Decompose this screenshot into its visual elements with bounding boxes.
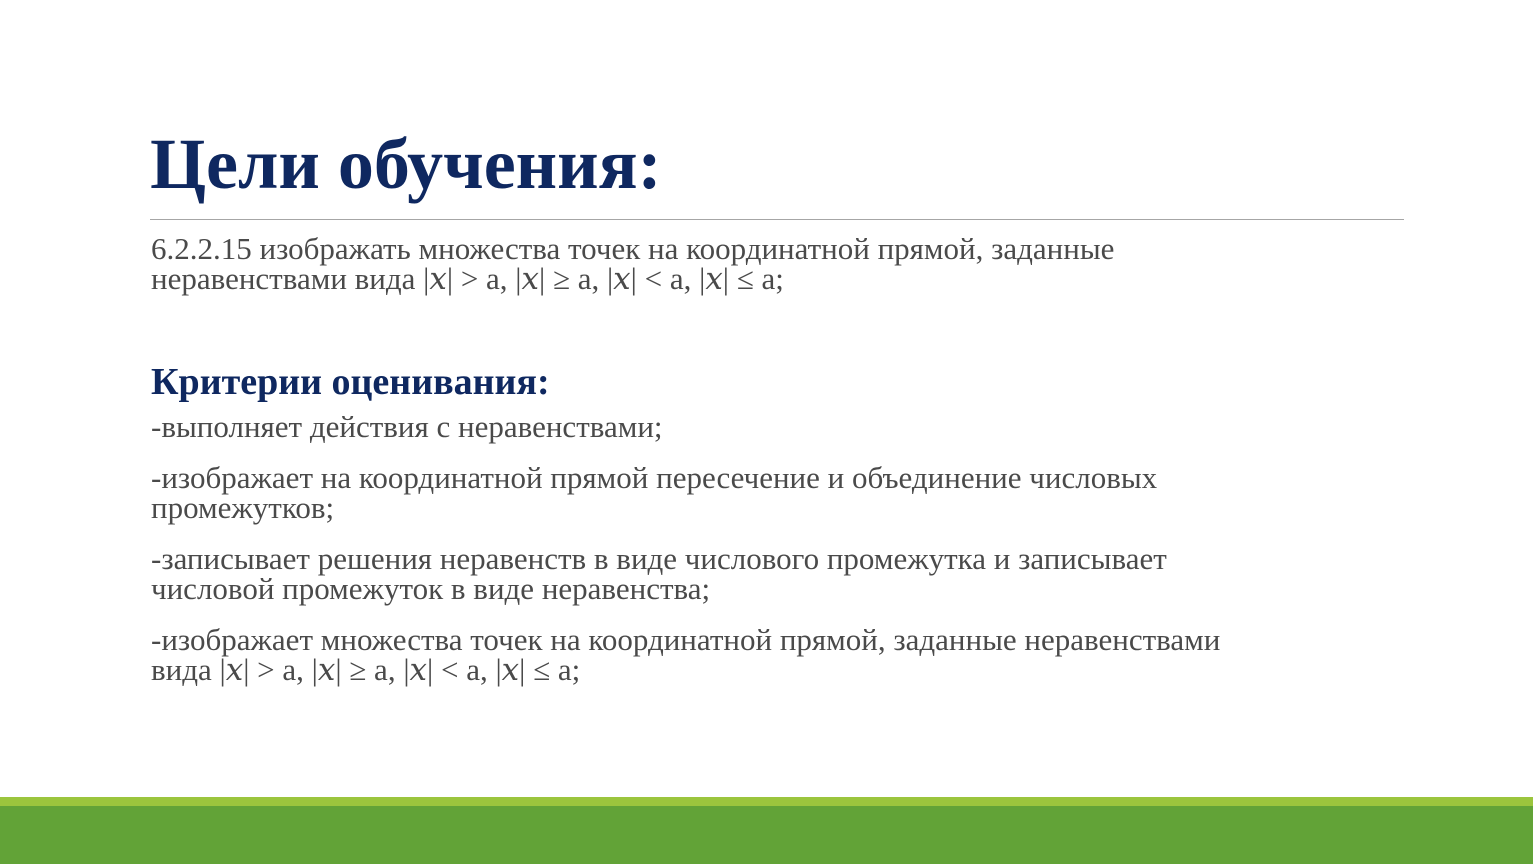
criteria-item-line-1: -изображает на координатной прямой пересечение и объединение числовых	[151, 460, 1158, 495]
criteria-item	[151, 622, 1401, 687]
criteria-item-line-1: -выполняет действия с неравенствами;	[151, 409, 663, 444]
objective-line-1: 6.2.2.15 изображать множества точек на координатной прямой, заданные	[151, 231, 1115, 266]
criteria-item	[151, 541, 1401, 606]
criteria-item	[151, 460, 1401, 525]
criteria-item-line-2: числовой промежуток в виде неравенства;	[151, 571, 711, 606]
criteria-title: Критерии оценивания:	[151, 361, 550, 403]
criteria-item-line-1: -записывает решения неравенств в виде числового промежутка и записывает	[151, 541, 1167, 576]
objective-line-2: неравенствами вида |𝑥| > а, |𝑥| ≥ а, |𝑥| < а, |𝑥| ≤ а;	[151, 261, 784, 296]
footer-accent-stripe	[0, 797, 1533, 806]
slide-title: Цели обучения:	[150, 124, 662, 204]
title-divider	[150, 219, 1404, 220]
criteria-item-line-2: промежутков;	[151, 490, 335, 525]
footer-bar	[0, 806, 1533, 864]
learning-objective	[151, 231, 1401, 296]
slide-content	[151, 231, 1401, 706]
criteria-list	[151, 409, 1401, 687]
criteria-item	[151, 409, 1401, 444]
criteria-item-line-1: -изображает множества точек на координатной прямой, заданные неравенствами	[151, 622, 1221, 657]
criteria-item-line-2: вида |𝑥| > а, |𝑥| ≥ а, |𝑥| < а, |𝑥| ≤ а;	[151, 652, 581, 687]
